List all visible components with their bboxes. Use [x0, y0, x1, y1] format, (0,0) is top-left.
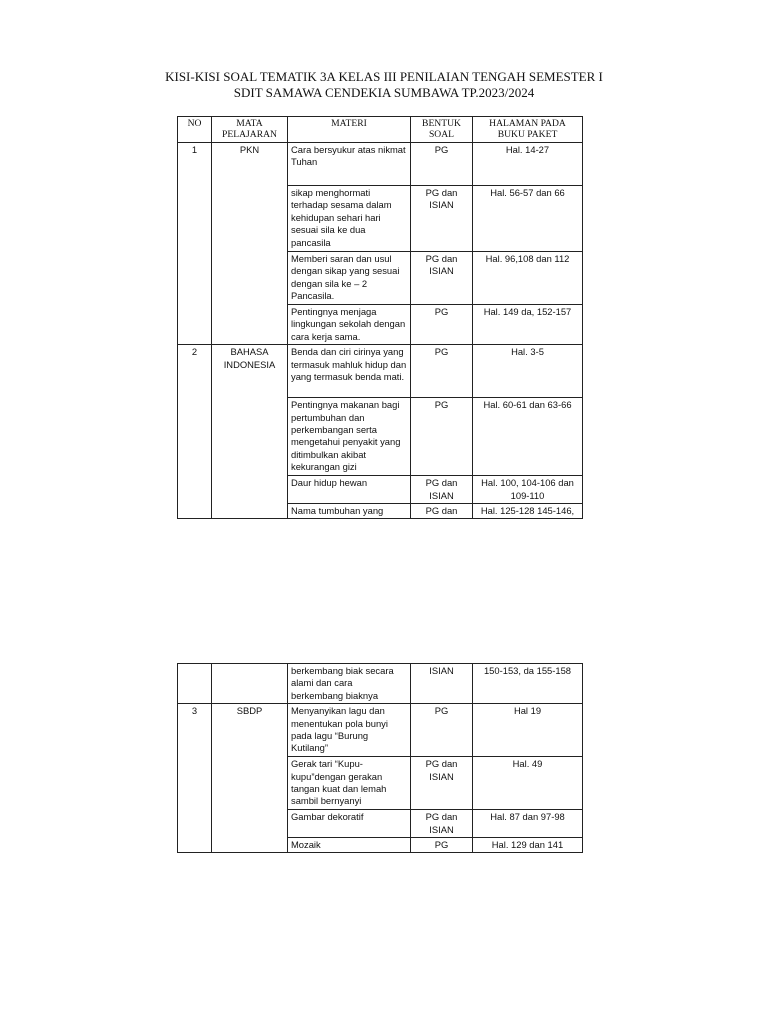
document-subtitle: SDIT SAMAWA CENDEKIA SUMBAWA TP.2023/2024	[233, 85, 535, 100]
row-materi: Gerak tari “Kupu-kupu”dengan gerakan tangan kuat dan lemah sambil bernyanyi	[288, 757, 411, 810]
row-halaman: Hal. 87 dan 97-98	[473, 810, 583, 838]
row-bentuk: PG	[411, 305, 473, 345]
row-no: 3	[178, 704, 212, 853]
header-halaman: HALAMAN PADA BUKU PAKET	[473, 117, 583, 143]
row-halaman: Hal. 125-128 145-146,	[473, 504, 583, 519]
row-subject: SBDP	[212, 704, 288, 853]
row-halaman: Hal. 60-61 dan 63-66	[473, 398, 583, 476]
row-materi: Menyanyikan lagu dan menentukan pola bunyi pada lagu “Burung Kutilang”	[288, 704, 411, 757]
row-halaman: Hal 19	[473, 704, 583, 757]
kisi-kisi-table-continued	[177, 663, 583, 853]
header-bentuk-soal: BENTUK SOAL	[411, 117, 473, 143]
row-materi: Memberi saran dan usul dengan sikap yang sesuai dengan sila ke – 2 Pancasila.	[288, 252, 411, 305]
row-bentuk: PG	[411, 398, 473, 476]
row-bentuk: PG dan ISIAN	[411, 252, 473, 305]
row-materi: Gambar dekoratif	[288, 810, 411, 838]
row-halaman: Hal. 56-57 dan 66	[473, 186, 583, 252]
row-no: 1	[178, 143, 212, 345]
row-bentuk: PG	[411, 704, 473, 757]
table-row	[178, 704, 583, 757]
document-title: KISI-KISI SOAL TEMATIK 3A KELAS III PENILAIAN TENGAH SEMESTER I	[165, 69, 603, 84]
row-bentuk: PG	[411, 345, 473, 398]
row-halaman: Hal. 149 da, 152-157	[473, 305, 583, 345]
row-bentuk: PG	[411, 143, 473, 186]
row-no: 2	[178, 345, 212, 519]
row-halaman: Hal. 49	[473, 757, 583, 810]
row-halaman: Hal. 3-5	[473, 345, 583, 398]
row-halaman: Hal. 100, 104-106 dan 109-110	[473, 476, 583, 504]
row-subject	[212, 664, 288, 704]
row-materi: Nama tumbuhan yang	[288, 504, 411, 519]
row-bentuk: PG	[411, 838, 473, 853]
row-halaman: Hal. 14-27	[473, 143, 583, 186]
row-halaman: Hal. 129 dan 141	[473, 838, 583, 853]
header-mata-pelajaran: MATA PELAJARAN	[212, 117, 288, 143]
row-halaman: 150-153, da 155-158	[473, 664, 583, 704]
row-halaman: Hal. 96,108 dan 112	[473, 252, 583, 305]
row-materi: Cara bersyukur atas nikmat Tuhan	[288, 143, 411, 186]
table-row	[178, 143, 583, 186]
row-materi: berkembang biak secara alami dan cara berkembang biaknya	[288, 664, 411, 704]
table-row	[178, 345, 583, 398]
table-row	[178, 664, 583, 704]
row-materi: sikap menghormati terhadap sesama dalam kehidupan sehari hari sesuai sila ke dua pancasila	[288, 186, 411, 252]
row-bentuk: PG dan ISIAN	[411, 810, 473, 838]
row-materi: Pentingnya makanan bagi pertumbuhan dan perkembangan serta mengetahui penyakit yang ditimbulkan akibat kekurangan gizi	[288, 398, 411, 476]
row-materi: Daur hidup hewan	[288, 476, 411, 504]
row-materi: Pentingnya menjaga lingkungan sekolah dengan cara kerja sama.	[288, 305, 411, 345]
row-subject: PKN	[212, 143, 288, 345]
header-no: NO	[178, 117, 212, 143]
row-bentuk: ISIAN	[411, 664, 473, 704]
row-no	[178, 664, 212, 704]
row-bentuk: PG dan ISIAN	[411, 186, 473, 252]
row-bentuk: PG dan ISIAN	[411, 476, 473, 504]
row-materi: Mozaik	[288, 838, 411, 853]
row-bentuk: PG dan	[411, 504, 473, 519]
row-subject: BAHASA INDONESIA	[212, 345, 288, 519]
header-materi: MATERI	[288, 117, 411, 143]
row-bentuk: PG dan ISIAN	[411, 757, 473, 810]
kisi-kisi-table	[177, 116, 583, 519]
row-materi: Benda dan ciri cirinya yang termasuk mahluk hidup dan yang termasuk benda mati.	[288, 345, 411, 398]
table-header-row	[178, 117, 583, 143]
